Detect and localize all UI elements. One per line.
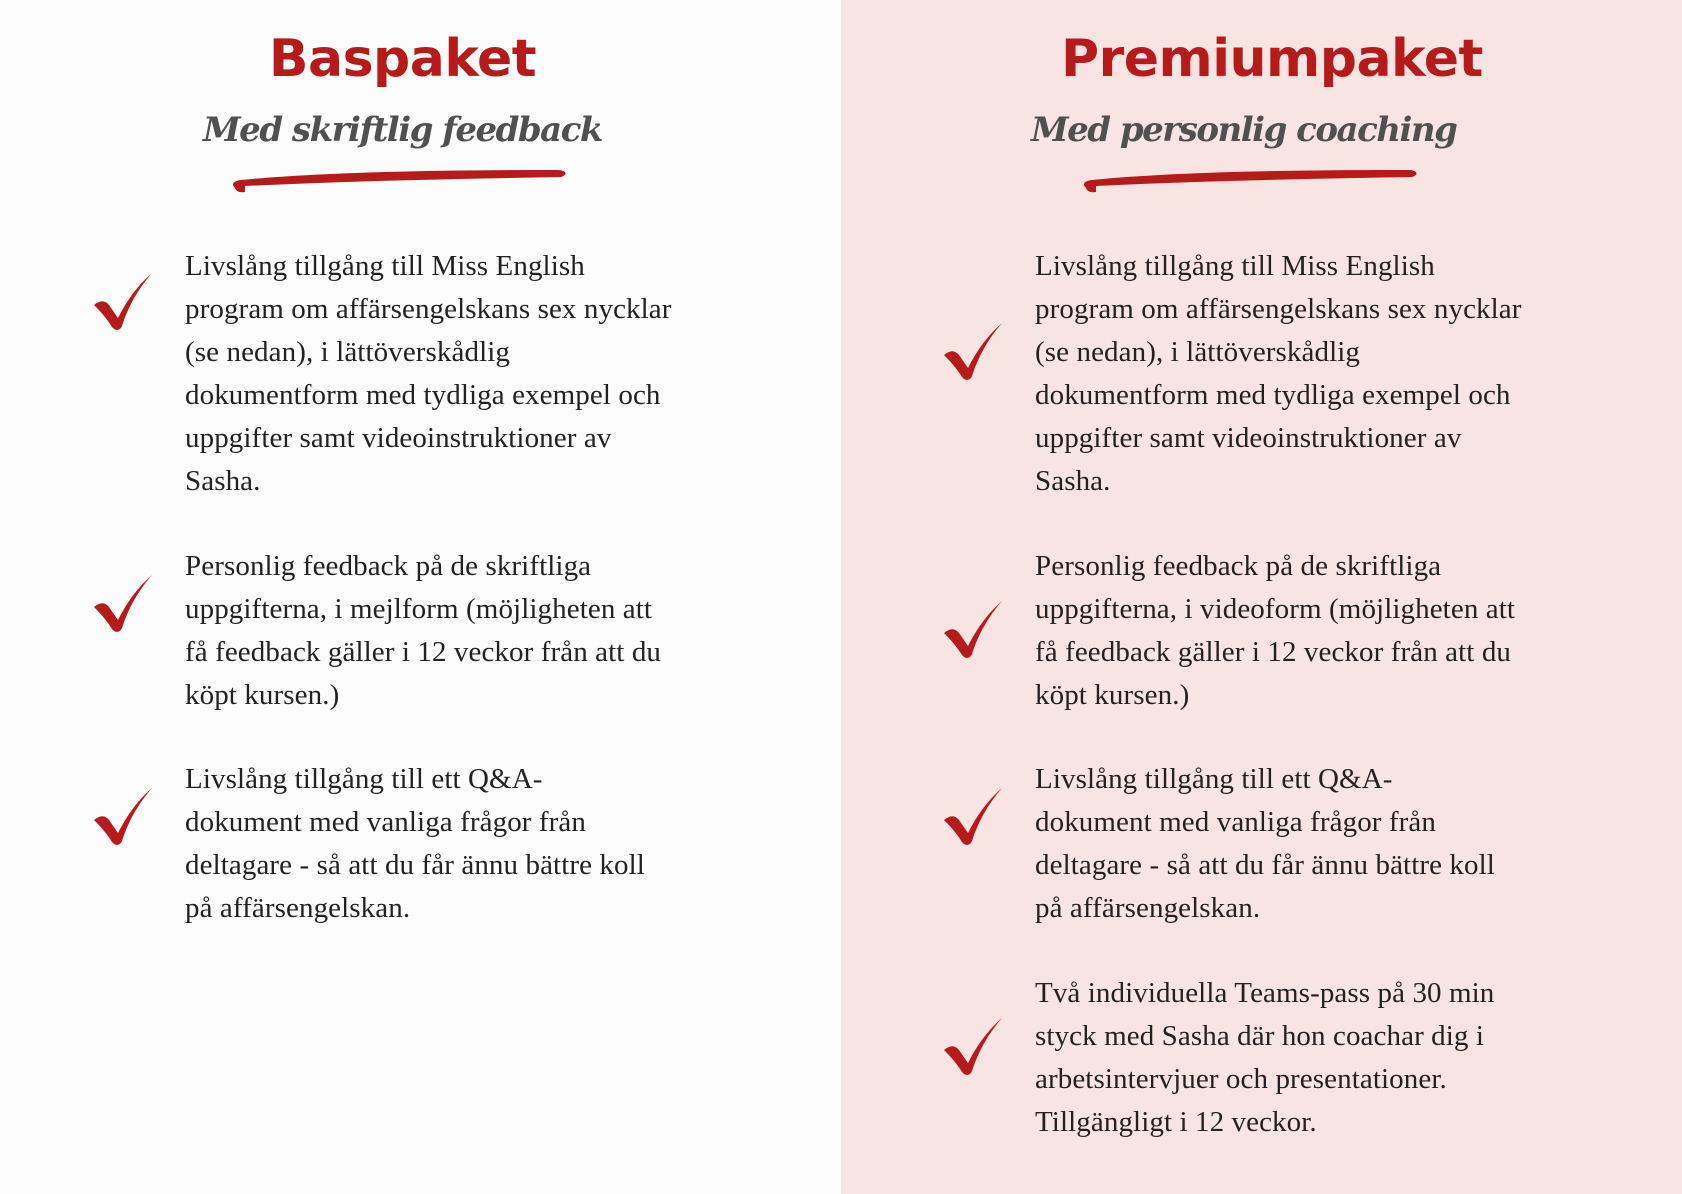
checkmark-icon	[90, 784, 156, 848]
feature-text: Livslång tillgång till ett Q&A- dokument med vanliga frågor från deltagare - så att du får ännu bättre koll på affärsengelskan.	[185, 763, 645, 924]
package-title: Premiumpaket	[1061, 29, 1483, 89]
feature-text: Personlig feedback på de skriftliga uppgifterna, i videoform (möjligheten att få feedback gäller i 12 veckor från att du köpt kursen.)	[1035, 550, 1516, 711]
feature-text: Två individuella Teams-pass på 30 min styck med Sasha där hon coachar dig i arbetsintervjuer och presentationer. Tillgängligt i 12 veckor.	[1035, 977, 1495, 1138]
feature-text: Livslång tillgång till Miss English program om affärsengelskans sex nycklar (se nedan), i lättöverskådlig dokumentform med tydliga exempel och uppgifter samt videoinstruktioner av Sasha.	[1035, 250, 1522, 497]
feature-text: Livslång tillgång till Miss English program om affärsengelskans sex nycklar (se nedan), i lättöverskådlig dokumentform med tydliga exempel och uppgifter samt videoinstruktioner av Sasha.	[185, 250, 672, 497]
checkmark-icon	[940, 784, 1006, 848]
package-title: Baspaket	[268, 29, 537, 89]
brush-underline	[227, 162, 577, 202]
feature-text: Livslång tillgång till ett Q&A- dokument med vanliga frågor från deltagare - så att du får ännu bättre koll på affärsengelskan.	[1035, 763, 1495, 924]
package-subtitle: Med skriftlig feedback	[203, 110, 602, 150]
feature-text: Personlig feedback på de skriftliga uppgifterna, i mejlform (möjligheten att få feedback gäller i 12 veckor från att du köpt kursen.)	[185, 550, 662, 711]
package-premium	[841, 0, 1682, 1194]
checkmark-icon	[940, 597, 1006, 661]
checkmark-icon	[90, 571, 156, 635]
checkmark-icon	[90, 269, 156, 333]
checkmark-icon	[940, 319, 1006, 383]
brush-underline	[1078, 162, 1428, 202]
checkmark-icon	[940, 1014, 1006, 1078]
package-subtitle: Med personlig coaching	[1031, 110, 1457, 150]
